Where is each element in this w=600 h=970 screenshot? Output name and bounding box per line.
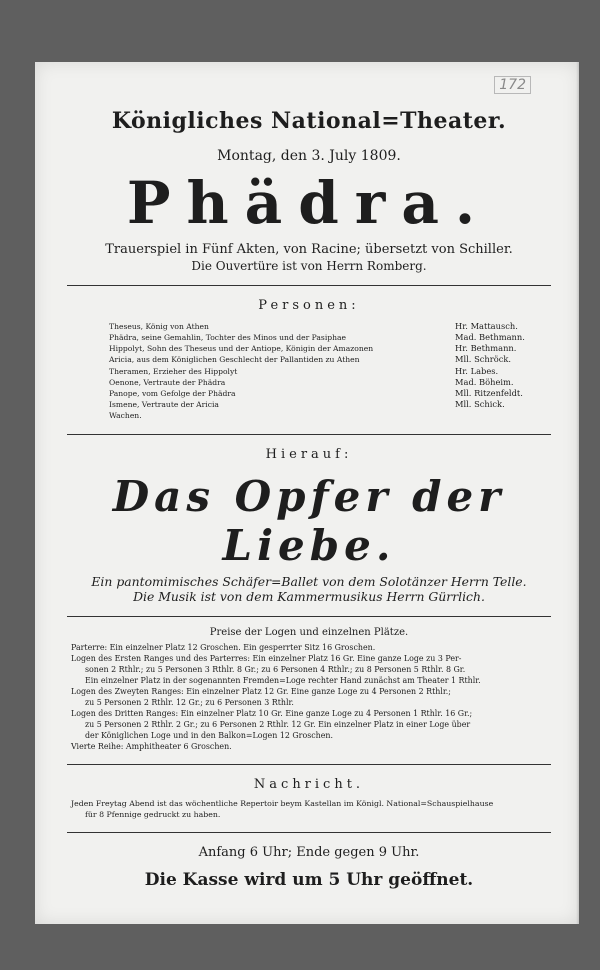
divider: [67, 764, 551, 765]
cast-role: Oenone, Vertraute der Phädra: [109, 377, 226, 387]
ballet-title: Das Opfer der Liebe.: [112, 471, 506, 570]
cast-role: Theseus, König von Athen: [109, 321, 209, 331]
cast-actor: Mad. Böheim.: [455, 376, 514, 387]
cast-roles: [109, 321, 455, 422]
prices-heading: Preise der Logen und einzelnen Plätze.: [209, 626, 409, 638]
divider: [67, 434, 551, 435]
cast-actor: Mll. Ritzenfeldt.: [455, 388, 523, 399]
notice-heading: Nachricht.: [253, 776, 365, 792]
cast-actor: Hr. Mattausch.: [455, 320, 518, 331]
divider: [67, 285, 551, 286]
archive-number: 172: [494, 76, 531, 94]
cast-actor: Hr. Bethmann.: [455, 343, 517, 354]
price-line: Logen des Dritten Ranges: Ein einzelner Platz 10 Gr. Eine ganze Loge zu 4 Personen 1 Rthlr. 16 Gr.;: [71, 708, 473, 718]
price-line: der Königlichen Loge und in den Balkon=Logen 12 Groschen.: [85, 730, 334, 740]
playbill: [35, 62, 579, 924]
price-list: [71, 642, 547, 752]
price-line: Parterre: Ein einzelner Platz 12 Groschen. Ein gesperrter Sitz 16 Groschen.: [71, 642, 376, 652]
overture-note: Die Ouvertüre ist von Herrn Romberg.: [191, 258, 427, 273]
cast-role: Phädra, seine Gemahlin, Tochter des Minos und der Pasiphae: [109, 333, 347, 342]
cast-actor: Mad. Bethmann.: [455, 332, 525, 342]
cast-role: Theramen, Erzieher des Hippolyt: [109, 366, 238, 376]
price-line: Logen des Ersten Ranges und des Parterres: Ein einzelner Platz 16 Gr. Eine ganze Loge zu 3 Per-: [71, 653, 462, 663]
box-office-note: Die Kasse wird um 5 Uhr geöffnet.: [144, 869, 474, 890]
cast-role: Aricia, aus dem Königlichen Geschlecht der Pallantiden zu Athen: [109, 355, 360, 365]
cast-role: Hippolyt, Sohn des Theseus und der Antiope, Königin der Amazonen: [109, 344, 374, 354]
cast-role: Wachen.: [109, 411, 142, 421]
price-line: zu 5 Personen 2 Rthlr. 12 Gr.; zu 6 Personen 3 Rthlr.: [85, 697, 294, 707]
cast-list: [71, 321, 547, 422]
divider: [67, 832, 551, 833]
divider: [67, 616, 551, 617]
cast-role: Ismene, Vertraute der Aricia: [109, 400, 219, 410]
notice-line: für 8 Pfennige gedruckt zu haben.: [85, 809, 221, 819]
cast-actor: Mll. Schick.: [455, 399, 505, 410]
start-time: Anfang 6 Uhr; Ende gegen 9 Uhr.: [198, 844, 420, 860]
price-line: Logen des Zweyten Ranges: Ein einzelner Platz 12 Gr. Eine ganze Loge zu 4 Personen 2 Rthlr.;: [71, 686, 451, 696]
play-subtitle: Trauerspiel in Fünf Akten, von Racine; übersetzt von Schiller.: [105, 241, 513, 257]
price-line: zu 5 Personen 2 Rthlr. 2 Gr.; zu 6 Personen 2 Rthlr. 12 Gr. Ein einzelner Platz in einer Loge über: [85, 719, 471, 729]
play-title: Phädra.: [126, 169, 492, 237]
notice-line: Jeden Freytag Abend ist das wöchentliche Repertoir beym Kastellan im Königl. National=Schauspielhause: [71, 798, 494, 808]
cast-actor: Mll. Schröck.: [455, 354, 512, 365]
price-line: sonen 2 Rthlr.; zu 5 Personen 3 Rthlr. 8 Gr.; zu 6 Personen 4 Rthlr.; zu 8 Personen 5 Rthlr. 8 Gr.: [85, 664, 466, 674]
performance-date: Montag, den 3. July 1809.: [217, 148, 401, 164]
ballet-description: Ein pantomimisches Schäfer=Ballet von dem Solotänzer Herrn Telle.: [91, 573, 527, 589]
cast-role: Panope, vom Gefolge der Phädra: [109, 389, 236, 399]
cast-heading: Personen:: [258, 297, 360, 313]
price-line: Vierte Reihe: Amphitheater 6 Groschen.: [71, 741, 232, 751]
notice-text: [71, 798, 547, 820]
ballet-music: Die Musik ist von dem Kammermusikus Herrn Gürrlich.: [133, 588, 485, 604]
theater-name: Königliches National=Theater.: [111, 108, 507, 134]
price-line: Ein einzelner Platz in der sogenannten Fremden=Loge rechter Hand zunächst am Theater 1 Rthlr.: [85, 675, 481, 685]
hierauf-heading: Hierauf:: [265, 446, 353, 462]
cast-actors: [455, 321, 547, 422]
cast-actor: Hr. Labes.: [455, 365, 499, 376]
